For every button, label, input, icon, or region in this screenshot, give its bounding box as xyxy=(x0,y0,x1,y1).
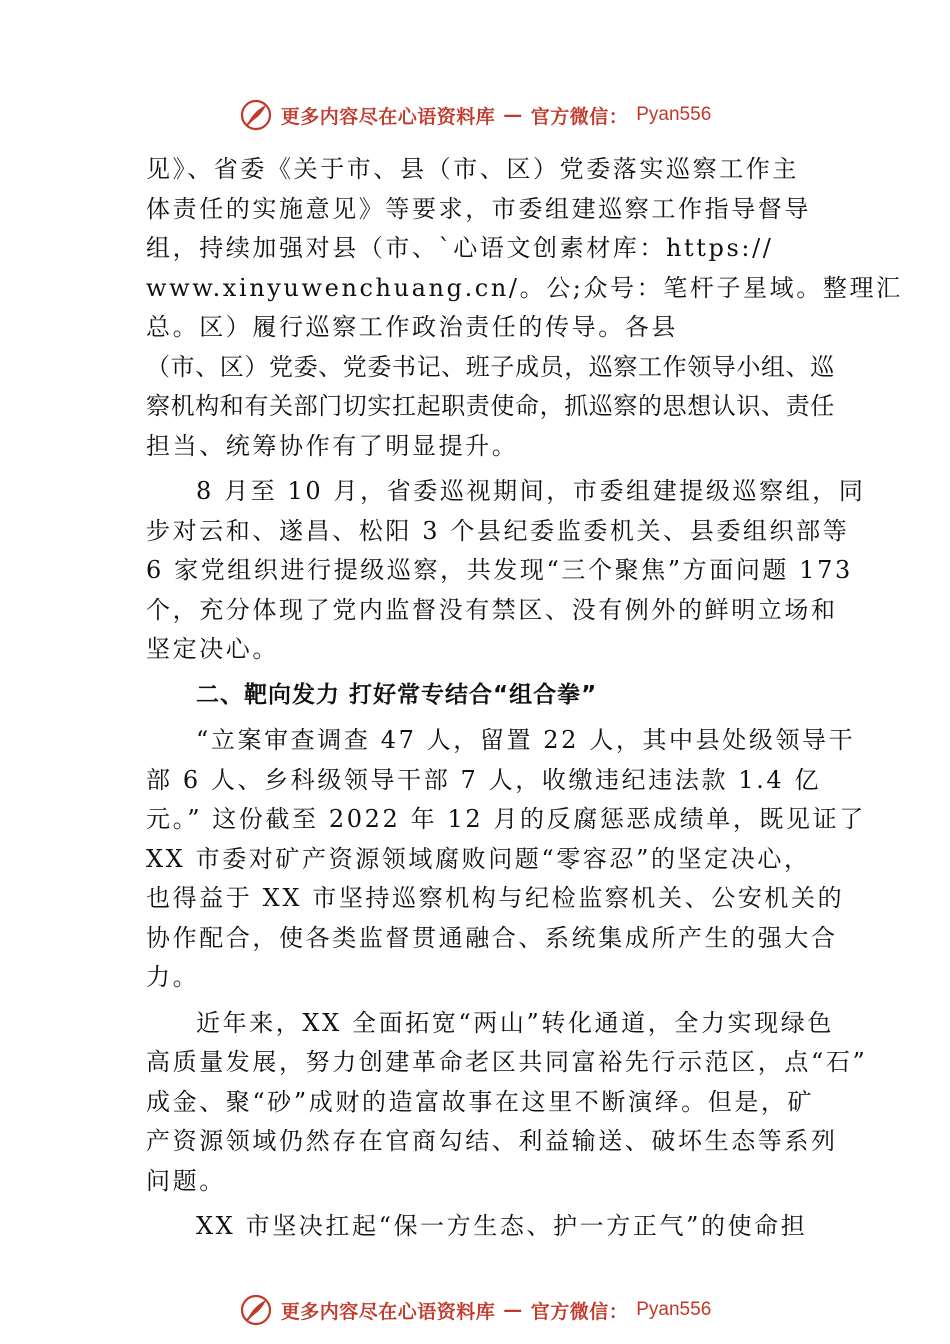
text-line: （市、区）党委、党委书记、班子成员，巡察工作领导小组、巡 xyxy=(146,352,835,381)
text-line: 步对云和、遂昌、松阳 3 个县纪委监委机关、县委组织部等 xyxy=(146,516,850,545)
watermark-separator: — xyxy=(503,104,523,126)
text-line: 总。区）履行巡察工作政治责任的传导。各县 xyxy=(146,313,678,341)
text-line: 坚定决心。 xyxy=(146,635,279,663)
text-line: “立案审查调查 47 人，留置 22 人，其中县处级领导干 xyxy=(196,726,856,754)
text-line: 元。” 这份截至 2022 年 12 月的反腐惩恶成绩单，既见证了 xyxy=(146,805,866,833)
feather-pen-icon xyxy=(239,98,273,132)
watermark-wechat-label: 官方微信： xyxy=(530,105,629,128)
text-line: 部 6 人、乡科级领导干部 7 人，收缴违纪违法款 1.4 亿 xyxy=(146,765,822,794)
text-line: XX 市委对矿产资源领域腐败问题“零容忍”的坚定决心， xyxy=(146,844,811,873)
text-line: 担当、统筹协作有了明显提升。 xyxy=(146,431,519,460)
text-line: 也得益于 XX 市坚持巡察机构与纪检监察机关、公安机关的 xyxy=(146,884,845,912)
text-line: 高质量发展，努力创建革命老区共同富裕先行示范区，点“石” xyxy=(146,1048,868,1076)
text-line: 近年来，XX 全面拓宽“两山”转化通道，全力实现绿色 xyxy=(196,1008,834,1037)
text-line: 察机构和有关部门切实扛起职责使命，抓巡察的思想认识、责任 xyxy=(146,392,835,420)
text-line: 力。 xyxy=(146,963,200,991)
paragraph-3 xyxy=(146,721,866,998)
paragraph-5 xyxy=(146,1207,822,1247)
text-line: XX 市坚决扛起“保一方生态、护一方正气”的使命担 xyxy=(196,1212,808,1240)
text-line: 6 家党组织进行提级巡察，共发现“三个聚焦”方面问题 173 xyxy=(146,556,853,584)
text-line: 产资源领域仍然存在官商勾结、利益输送、破坏生态等系列 xyxy=(146,1127,838,1155)
text-line: 问题。 xyxy=(146,1166,226,1195)
paragraph-2 xyxy=(146,472,866,670)
feather-pen-icon xyxy=(239,1293,273,1327)
document-body xyxy=(146,150,903,1247)
text-line: 协作配合，使各类监督贯通融合、系统集成所产生的强大合 xyxy=(146,923,838,952)
text-line: 体责任的实施意见》等要求，市委组建巡察工作指导督导 xyxy=(146,194,811,223)
watermark-wechat-label: 官方微信： xyxy=(530,1300,629,1323)
text-line: 见》、省委《关于市、县（市、区）党委落实巡察工作主 xyxy=(146,155,799,183)
text-line: 组，持续加强对县（市、`心语文创素材库：https:// xyxy=(146,234,774,262)
text-line: 8 月至 10 月，省委巡视期间，市委组建提级巡察组，同 xyxy=(196,477,866,505)
header-watermark xyxy=(0,95,950,135)
watermark-wechat-id: Pyan556 xyxy=(636,104,712,125)
text-line: 成金、聚“砂”成财的造富故事在这里不断演绎。但是，矿 xyxy=(146,1087,815,1116)
text-line: 个，充分体现了党内监督没有禁区、没有例外的鲜明立场和 xyxy=(146,595,838,624)
paragraph-4 xyxy=(146,1004,868,1202)
watermark-separator: — xyxy=(503,1299,523,1321)
watermark-wechat-id: Pyan556 xyxy=(636,1299,712,1320)
paragraph-1 xyxy=(146,150,903,466)
text-line: www.xinyuwenchuang.cn/。公;众号：笔杆子星域。整理汇 xyxy=(146,273,903,302)
section-heading: 二、靶向发力 打好常专结合“组合拳” xyxy=(196,681,598,708)
footer-watermark xyxy=(0,1290,950,1330)
watermark-brand: 更多内容尽在心语资料库 xyxy=(280,1300,496,1323)
watermark-brand: 更多内容尽在心语资料库 xyxy=(280,105,496,128)
